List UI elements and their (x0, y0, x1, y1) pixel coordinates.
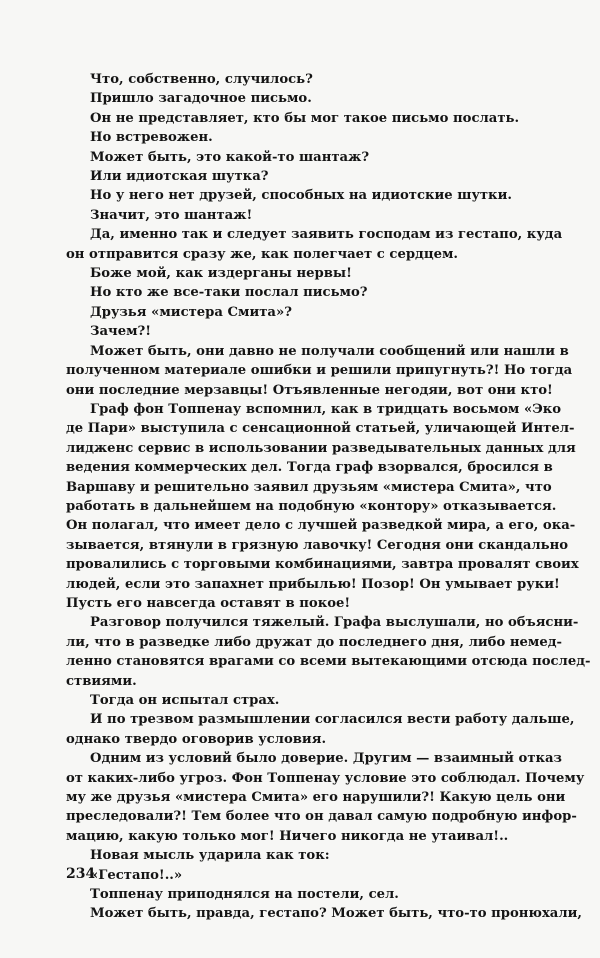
text-line: И по трезвом размышлении согласился вести работу дальше, (90, 712, 575, 728)
text-line: Тогда он испытал страх. (90, 693, 280, 708)
text-line: Он не представляет, кто бы мог такое письмо послать. (90, 110, 520, 126)
text-line: ствиями. (66, 673, 137, 689)
text-line: Разговор получился тяжелый. Графа выслушали, но объясни- (90, 615, 579, 631)
text-line: му же друзья «мистера Смита» его нарушили?! Какую цель они (66, 790, 566, 806)
text-line: Может быть, правда, гестапо? Может быть, что-то пронюхали, (90, 906, 583, 922)
text-line: Варшаву и решительно заявил друзьям «мистера Смита», что (66, 479, 552, 495)
text-line: Но у него нет друзей, способных на идиотские шутки. (90, 188, 512, 204)
text-line: ведения коммерческих дел. Тогда граф взорвался, бросился в (66, 460, 553, 476)
body-text (66, 70, 591, 924)
page-number: 234 (66, 866, 96, 882)
text-line: провалились с торговыми комбинациями, завтра провалят своих (66, 557, 579, 573)
text-line: Одним из условий было доверие. Другим — взаимный отказ (90, 751, 562, 767)
text-line: Но встревожен. (90, 130, 213, 146)
text-line: «Гестапо!..» (90, 867, 183, 883)
text-line: Новая мысль ударила как ток: (90, 848, 330, 864)
text-line: Он полагал, что имеет дело с лучшей разведкой мира, а его, ока- (66, 518, 576, 534)
text-line: Боже мой, как издерганы нервы! (90, 266, 352, 282)
text-line: мацию, какую только мог! Ничего никогда не утаивал!.. (66, 828, 509, 844)
text-line: полученном материале ошибки и решили припугнуть?! Но тогда (66, 363, 573, 379)
text-line: людей, если это запахнет прибылью! Позор! Он умывает руки! (66, 576, 560, 592)
text-line: Топпенау приподнялся на постели, сел. (90, 887, 399, 903)
text-line: Значит, это шантаж! (90, 207, 253, 223)
text-line: Зачем?! (90, 324, 152, 340)
text-line: Граф фон Топпенау вспомнил, как в тридцать восьмом «Эко (90, 401, 562, 417)
text-line: от каких-либо угроз. Фон Топпенау условие это соблюдал. Почему (66, 770, 585, 786)
text-line: Может быть, они давно не получали сообщений или нашли в (90, 343, 569, 359)
text-line: ли, что в разведке либо дружат до последнего дня, либо немед- (66, 634, 563, 650)
text-line: Пусть его навсегда оставят в покое! (66, 595, 351, 611)
text-line: ленно становятся врагами со всеми вытекающими отсюда послед- (66, 654, 591, 670)
text-line: однако твердо оговорив условия. (66, 731, 327, 747)
text-line: де Пари» выступила с сенсационной статьей, уличающей Интел- (66, 421, 575, 437)
text-line: лидженс сервис в использовании разведывательных данных для (66, 440, 576, 456)
text-line: он отправится сразу же, как полегчает с сердцем. (66, 246, 459, 262)
text-line: Или идиотская шутка? (90, 169, 269, 185)
text-line: Да, именно так и следует заявить господам из гестапо, куда (90, 227, 563, 243)
text-line: преследовали?! Тем более что он давал самую подробную инфор- (66, 809, 577, 825)
text-line: они последние мерзавцы! Отъявленные негодяи, вот они кто! (66, 382, 553, 398)
text-line: зывается, втянули в грязную лавочку! Сегодня они скандально (66, 537, 569, 553)
text-line: Друзья «мистера Смита»? (90, 304, 292, 320)
text-line: Но кто же все-таки послал письмо? (90, 285, 368, 301)
text-line: Может быть, это какой-то шантаж? (90, 149, 370, 165)
text-line: работать в дальнейшем на подобную «контору» отказывается. (66, 498, 557, 514)
text-line: Что, собственно, случилось? (90, 72, 313, 87)
text-line: Пришло загадочное письмо. (90, 91, 312, 107)
